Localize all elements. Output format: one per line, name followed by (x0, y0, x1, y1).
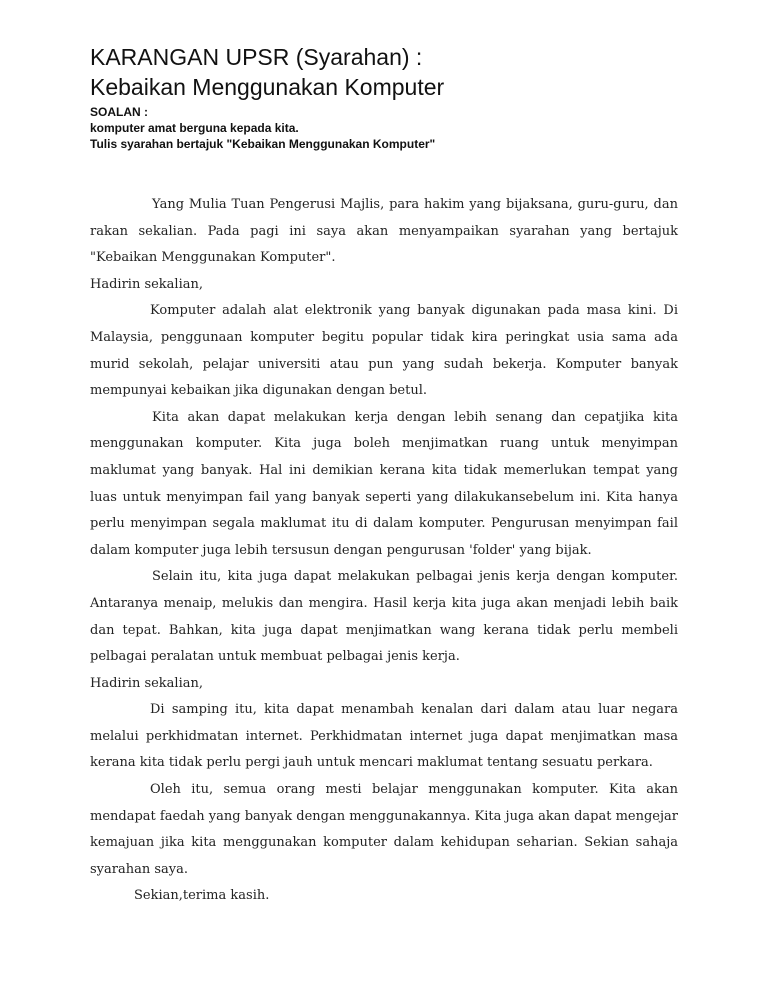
title-line-2: Kebaikan Menggunakan Komputer (90, 74, 445, 100)
question-line-2: Tulis syarahan bertajuk "Kebaikan Menggunakan Komputer" (90, 137, 436, 151)
paragraph-greeting-2: Hadirin sekalian, (90, 675, 204, 691)
paragraph-intro: Komputer adalah alat elektronik yang banyak digunakan pada masa kini. Di Malaysia, penggunaan komputer begitu popular tidak kira peringkat usia sama ada murid sekolah, pelajar universiti atau pun yang sudah bekerja. Komputer banyak mempunyai kebaikan jika digunakan dengan betul. (90, 303, 678, 399)
paragraph-point-1: Kita akan dapat melakukan kerja dengan lebih senang dan cepatjika kita menggunakan komputer. Kita juga boleh menjimatkan ruang untuk menyimpan maklumat yang banyak. Hal ini demikian kerana kita tidak memerlukan tempat yang luas untuk menyimpan fail yang banyak seperti yang dilakukansebelum ini. Kita hanya perlu menyimpan segala maklumat itu di dalam komputer. Pengurusan menyimpan fail dalam komputer juga lebih tersusun dengan pengurusan 'folder' yang bijak. (90, 409, 678, 558)
paragraph-point-3: Di samping itu, kita dapat menambah kenalan dari dalam atau luar negara melalui perkhidmatan internet. Perkhidmatan internet juga dapat menjimatkan masa kerana kita tidak perlu pergi jauh untuk mencari maklumat tentang sesuatu perkara. (90, 702, 678, 771)
question-block (90, 104, 730, 152)
paragraph-greeting: Hadirin sekalian, (90, 276, 204, 292)
paragraph-point-2: Selain itu, kita juga dapat melakukan pelbagai jenis kerja dengan komputer. Antaranya menaip, melukis dan mengira. Hasil kerja kita juga akan menjadi lebih baik dan tepat. Bahkan, kita juga dapat menjimatkan wang kerana tidak perlu membeli pelbagai peralatan untuk membuat pelbagai jenis kerja. (90, 569, 678, 665)
paragraph-opening: Yang Mulia Tuan Pengerusi Majlis, para hakim yang bijaksana, guru-guru, dan rakan sekalian. Pada pagi ini saya akan menyampaikan syarahan yang bertajuk "Kebaikan Menggunakan Komputer". (90, 197, 678, 266)
speech-body (90, 192, 678, 910)
paragraph-conclusion: Oleh itu, semua orang mesti belajar menggunakan komputer. Kita akan mendapat faedah yang banyak dengan menggunakannya. Kita juga akan dapat mengejar kemajuan jika kita menggunakan komputer dalam kehidupan seharian. Sekian sahaja syarahan saya. (90, 782, 678, 877)
question-label: SOALAN : (90, 105, 148, 119)
title-line-1: KARANGAN UPSR (Syarahan) : (90, 44, 423, 70)
question-line-1: komputer amat berguna kepada kita. (90, 121, 299, 135)
document-title (90, 42, 730, 102)
paragraph-closing: Sekian,terima kasih. (134, 888, 270, 904)
